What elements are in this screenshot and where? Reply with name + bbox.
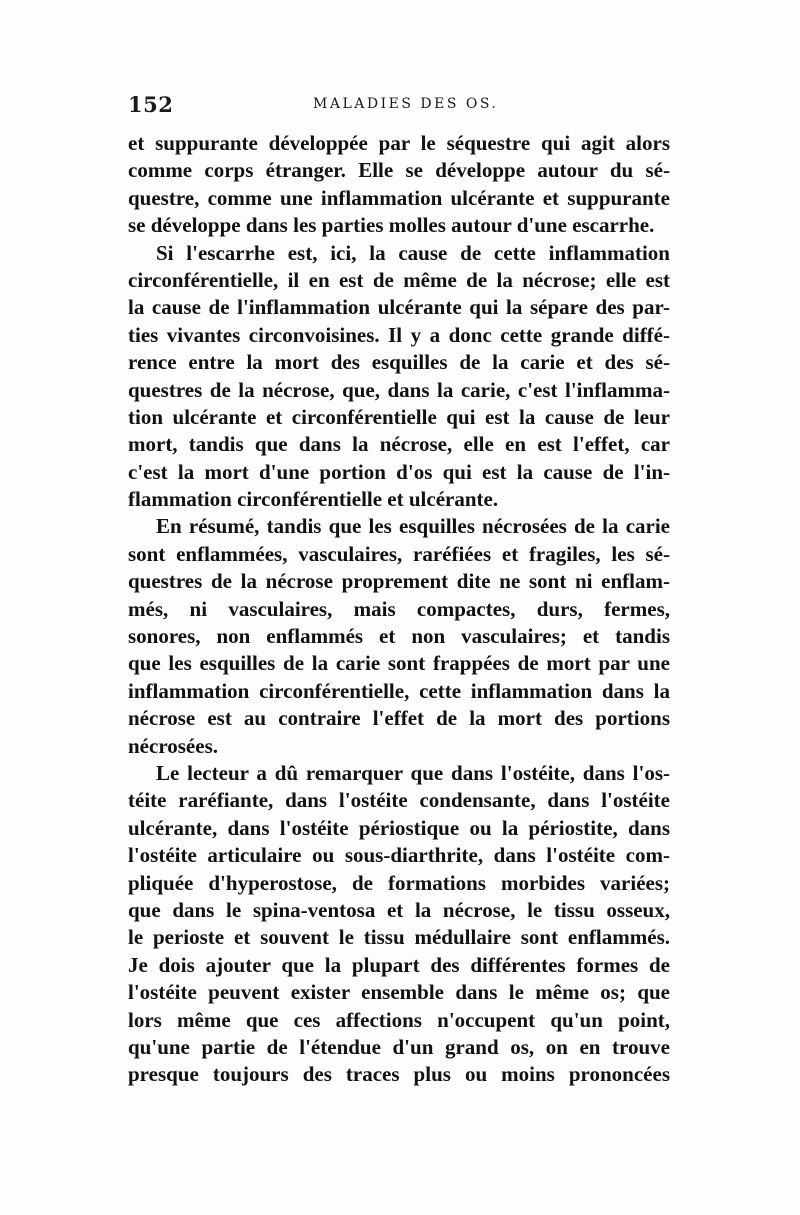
page-header bbox=[128, 92, 670, 118]
paragraph bbox=[128, 513, 670, 760]
text-line: questres de la nécrose, que, dans la carie, c'est l'inflamma- bbox=[128, 377, 670, 402]
paragraph bbox=[128, 760, 670, 1089]
text-line: més, ni vasculaires, mais compactes, durs, fermes, bbox=[128, 596, 670, 621]
text-line: Je dois ajouter que la plupart des différentes formes de bbox=[128, 952, 670, 977]
text-line: se développe dans les parties molles autour d'une escarrhe. bbox=[128, 213, 655, 238]
page-number: 152 bbox=[128, 92, 174, 117]
text-line: nécrosées. bbox=[128, 733, 218, 758]
text-line: téite raréfiante, dans l'ostéite condensante, dans l'ostéite bbox=[128, 788, 670, 813]
text-line: que dans le spina-ventosa et la nécrose, le tissu osseux, bbox=[128, 897, 670, 922]
body-text bbox=[128, 130, 670, 1089]
text-line: inflammation circonférentielle, cette inflammation dans la bbox=[128, 678, 670, 703]
paragraph bbox=[128, 240, 670, 514]
text-line: Le lecteur a dû remarquer que dans l'ostéite, dans l'os- bbox=[156, 760, 670, 785]
text-line: ulcérante, dans l'ostéite périostique ou la périostite, dans bbox=[128, 815, 670, 840]
text-line: le perioste et souvent le tissu médullaire sont enflammés. bbox=[128, 925, 670, 950]
text-line: que les esquilles de la carie sont frappées de mort par une bbox=[128, 651, 670, 676]
text-line: sonores, non enflammés et non vasculaires; et tandis bbox=[128, 624, 670, 649]
text-line: comme corps étranger. Elle se développe autour du sé- bbox=[128, 158, 670, 183]
text-line: nécrose est au contraire l'effet de la mort des portions bbox=[128, 706, 670, 731]
text-line: ties vivantes circonvoisines. Il y a donc cette grande diffé- bbox=[128, 322, 670, 347]
text-line: sont enflammées, vasculaires, raréfiées et fragiles, les sé- bbox=[128, 541, 670, 566]
text-line: qu'une partie de l'étendue d'un grand os, on en trouve bbox=[128, 1034, 670, 1059]
text-line: circonférentielle, il en est de même de la nécrose; elle est bbox=[128, 267, 670, 292]
text-line: l'ostéite peuvent exister ensemble dans le même os; que bbox=[128, 980, 670, 1005]
paragraph bbox=[128, 130, 670, 240]
text-line: flammation circonférentielle et ulcérante. bbox=[128, 487, 499, 512]
text-line: questre, comme une inflammation ulcérante et suppurante bbox=[128, 185, 670, 210]
text-line: la cause de l'inflammation ulcérante qui la sépare des par- bbox=[128, 295, 670, 320]
text-line: tion ulcérante et circonférentielle qui est la cause de leur bbox=[128, 404, 670, 429]
running-title: MALADIES DES OS. bbox=[313, 96, 499, 112]
text-line: presque toujours des traces plus ou moins prononcées bbox=[128, 1062, 670, 1087]
text-line: questres de la nécrose proprement dite ne sont ni enflam- bbox=[128, 569, 670, 594]
text-line: pliquée d'hyperostose, de formations morbides variées; bbox=[128, 870, 670, 895]
text-line: lors même que ces affections n'occupent qu'un point, bbox=[128, 1007, 670, 1032]
text-line: c'est la mort d'une portion d'os qui est la cause de l'in- bbox=[128, 459, 670, 484]
text-line: Si l'escarrhe est, ici, la cause de cette inflammation bbox=[156, 240, 670, 265]
text-line: En résumé, tandis que les esquilles nécrosées de la carie bbox=[156, 514, 670, 539]
text-line: l'ostéite articulaire ou sous-diarthrite, dans l'ostéite com- bbox=[128, 843, 670, 868]
text-line: rence entre la mort des esquilles de la carie et des sé- bbox=[128, 350, 670, 375]
text-line: mort, tandis que dans la nécrose, elle en est l'effet, car bbox=[128, 432, 670, 457]
text-line: et suppurante développée par le séquestre qui agit alors bbox=[128, 131, 670, 155]
